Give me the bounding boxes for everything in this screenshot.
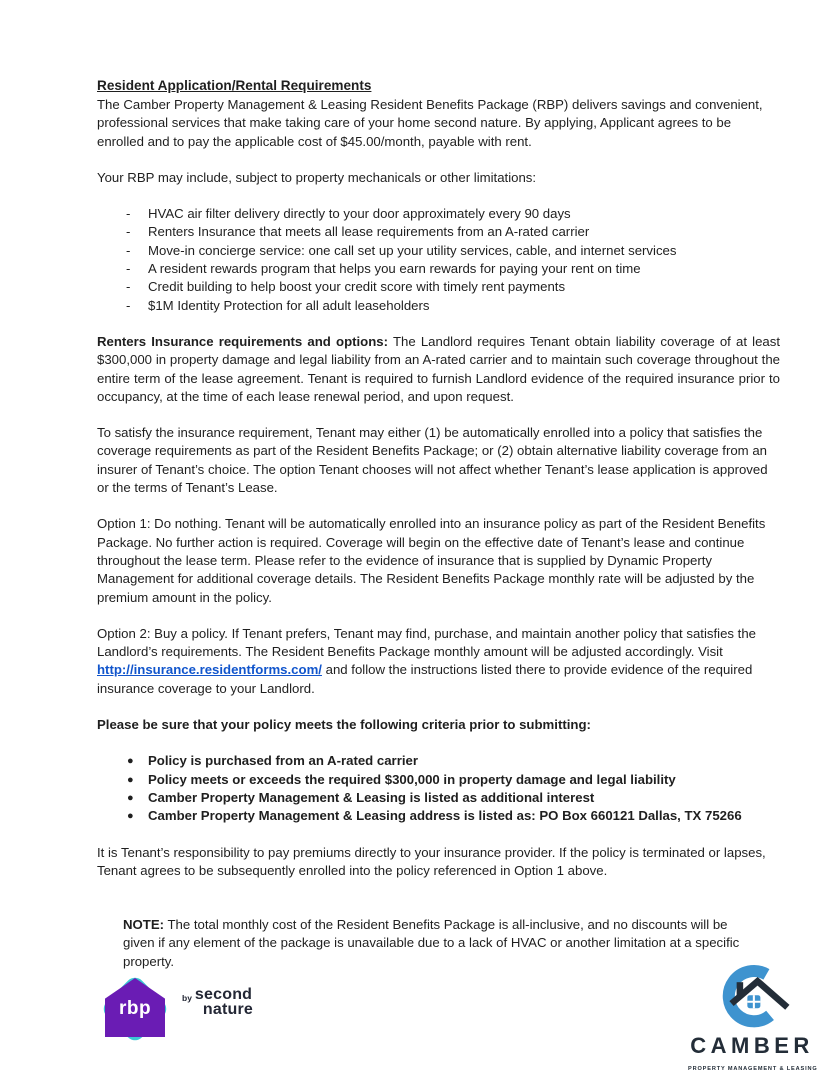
- note-paragraph: [123, 916, 746, 971]
- insurance-residentforms-link[interactable]: http://insurance.residentforms.com/: [97, 662, 322, 678]
- renters-insurance-paragraph: [97, 333, 780, 406]
- option2-text-after-link: and follow the instructions listed there to provide evidence of the required insurance coverage to your Landlord.: [97, 662, 753, 696]
- renters-insurance-lead: Renters Insurance requirements and options:: [97, 333, 389, 349]
- criteria-list-item-text: Camber Property Management & Leasing address is listed as: PO Box 660121 Dallas, TX 75266: [148, 808, 742, 824]
- renters-insurance-body: The Landlord requires Tenant obtain liability coverage of at least $300,000 in property damage and legal liability from an A-rated carrier and to maintain such coverage throughout the entire term of the lease agreement. Tenant is required to furnish Landlord evidence of the required insurance prior to occupancy, at the time of each lease renewal period, and upon request.: [97, 333, 781, 404]
- criteria-list-item: [97, 752, 780, 770]
- option2-paragraph: [97, 625, 780, 698]
- dash-marker: -: [126, 224, 131, 240]
- document-title: Resident Application/Rental Requirements: [97, 78, 372, 93]
- intro-paragraph: The Camber Property Management & Leasing Resident Benefits Package (RBP) delivers savings and convenient, professional services that make taking care of your home second nature. By applying, Applicant agrees to be enrolled and to pay the applicable cost of $45.00/month, payable with rent.: [97, 97, 763, 149]
- camber-logo: [688, 958, 816, 1078]
- note-label: NOTE:: [123, 917, 165, 933]
- criteria-list-item-text: Policy is purchased from an A-rated carrier: [148, 753, 418, 769]
- dash-marker: -: [126, 261, 131, 277]
- camber-house-c-icon: [700, 958, 804, 1038]
- bullet-marker: ●: [127, 810, 134, 823]
- rbp-list-item: [97, 223, 780, 241]
- rbp-second-nature-logo: [99, 972, 253, 1046]
- criteria-list-item: [97, 771, 780, 789]
- document-content: [97, 76, 780, 971]
- camber-name: CAMBER: [690, 1033, 814, 1058]
- rbp-badge-icon: [99, 972, 171, 1046]
- rbp-list-item-text: HVAC air filter delivery directly to your door approximately every 90 days: [148, 206, 571, 222]
- responsibility-paragraph: It is Tenant’s responsibility to pay premiums directly to your insurance provider. If the policy is terminated or lapses, Tenant agrees to be subsequently enrolled into the policy referenced in Option 1 above.: [97, 844, 766, 878]
- criteria-list-item: [97, 807, 780, 825]
- dash-marker: -: [126, 206, 131, 222]
- criteria-list-item-text: Camber Property Management & Leasing is listed as additional interest: [148, 789, 595, 805]
- dash-marker: -: [126, 297, 131, 313]
- rbp-list-item-text: Credit building to help boost your credit score with timely rent payments: [148, 279, 566, 295]
- note-body: The total monthly cost of the Resident Benefits Package is all-inclusive, and no discounts will be given if any element of the package is unavailable due to a lack of HVAC or another limitation at a specific property.: [123, 917, 740, 969]
- dash-marker: -: [126, 279, 131, 295]
- criteria-list-item-text: Policy meets or exceeds the required $300,000 in property damage and legal liability: [148, 771, 676, 787]
- rbp-list-item-text: Move-in concierge service: one call set up your utility services, cable, and internet services: [148, 242, 677, 258]
- camber-tagline: PROPERTY MANAGEMENT & LEASING: [688, 1066, 818, 1072]
- second-nature-words: [195, 988, 253, 1017]
- criteria-heading: Please be sure that your policy meets the following criteria prior to submitting:: [97, 717, 591, 733]
- second-nature-bottom: nature: [202, 1000, 254, 1018]
- rbp-list-item: [97, 278, 780, 296]
- satisfy-paragraph: To satisfy the insurance requirement, Tenant may either (1) be automatically enrolled into a policy that satisfies the coverage requirements as part of the Resident Benefits Package; or (2) obtain alternative liability coverage from an insurer of Tenant’s choice. The option Tenant chooses will not affect whether Tenant’s lease application is approved or the terms of Tenant’s Lease.: [97, 425, 768, 496]
- rbp-list-item-text: $1M Identity Protection for all adult leaseholders: [148, 297, 430, 313]
- rbp-include-intro: Your RBP may include, subject to property mechanicals or other limitations:: [97, 169, 537, 185]
- rbp-list-item: [97, 297, 780, 315]
- second-nature-top: second: [194, 986, 253, 1003]
- rbp-list-item: [97, 260, 780, 278]
- bullet-marker: ●: [127, 773, 134, 786]
- bullet-marker: ●: [127, 755, 134, 768]
- second-nature-wordmark: [182, 988, 253, 1017]
- rbp-list-item: [97, 242, 780, 260]
- rbp-list-item: [97, 205, 780, 223]
- option1-paragraph: Option 1: Do nothing. Tenant will be automatically enrolled into an insurance policy as part of the Resident Benefits Package. No further action is required. Coverage will begin on the effective date of Tenant’s lease and continue throughout the lease term. Please refer to the evidence of insurance that is supplied by Dynamic Property Management for additional coverage details. The Resident Benefits Package monthly rate will be adjusted by the premium amount in the policy.: [97, 516, 766, 605]
- rbp-list-item-text: A resident rewards program that helps you earn rewards for paying your rent on time: [148, 261, 641, 277]
- second-nature-by: by: [182, 993, 192, 1003]
- dash-marker: -: [126, 242, 131, 258]
- rbp-items-list: [97, 205, 780, 315]
- rbp-badge-text: rbp: [118, 998, 152, 1019]
- bullet-marker: ●: [127, 791, 134, 804]
- criteria-list: [97, 752, 780, 825]
- rbp-list-item-text: Renters Insurance that meets all lease requirements from an A-rated carrier: [148, 224, 590, 240]
- criteria-list-item: [97, 789, 780, 807]
- option2-text-before-link: Option 2: Buy a policy. If Tenant prefers, Tenant may find, purchase, and maintain another policy that satisfies the Landlord’s requirements. The Resident Benefits Package monthly amount will be adjusted accordingly. Visit: [97, 625, 757, 660]
